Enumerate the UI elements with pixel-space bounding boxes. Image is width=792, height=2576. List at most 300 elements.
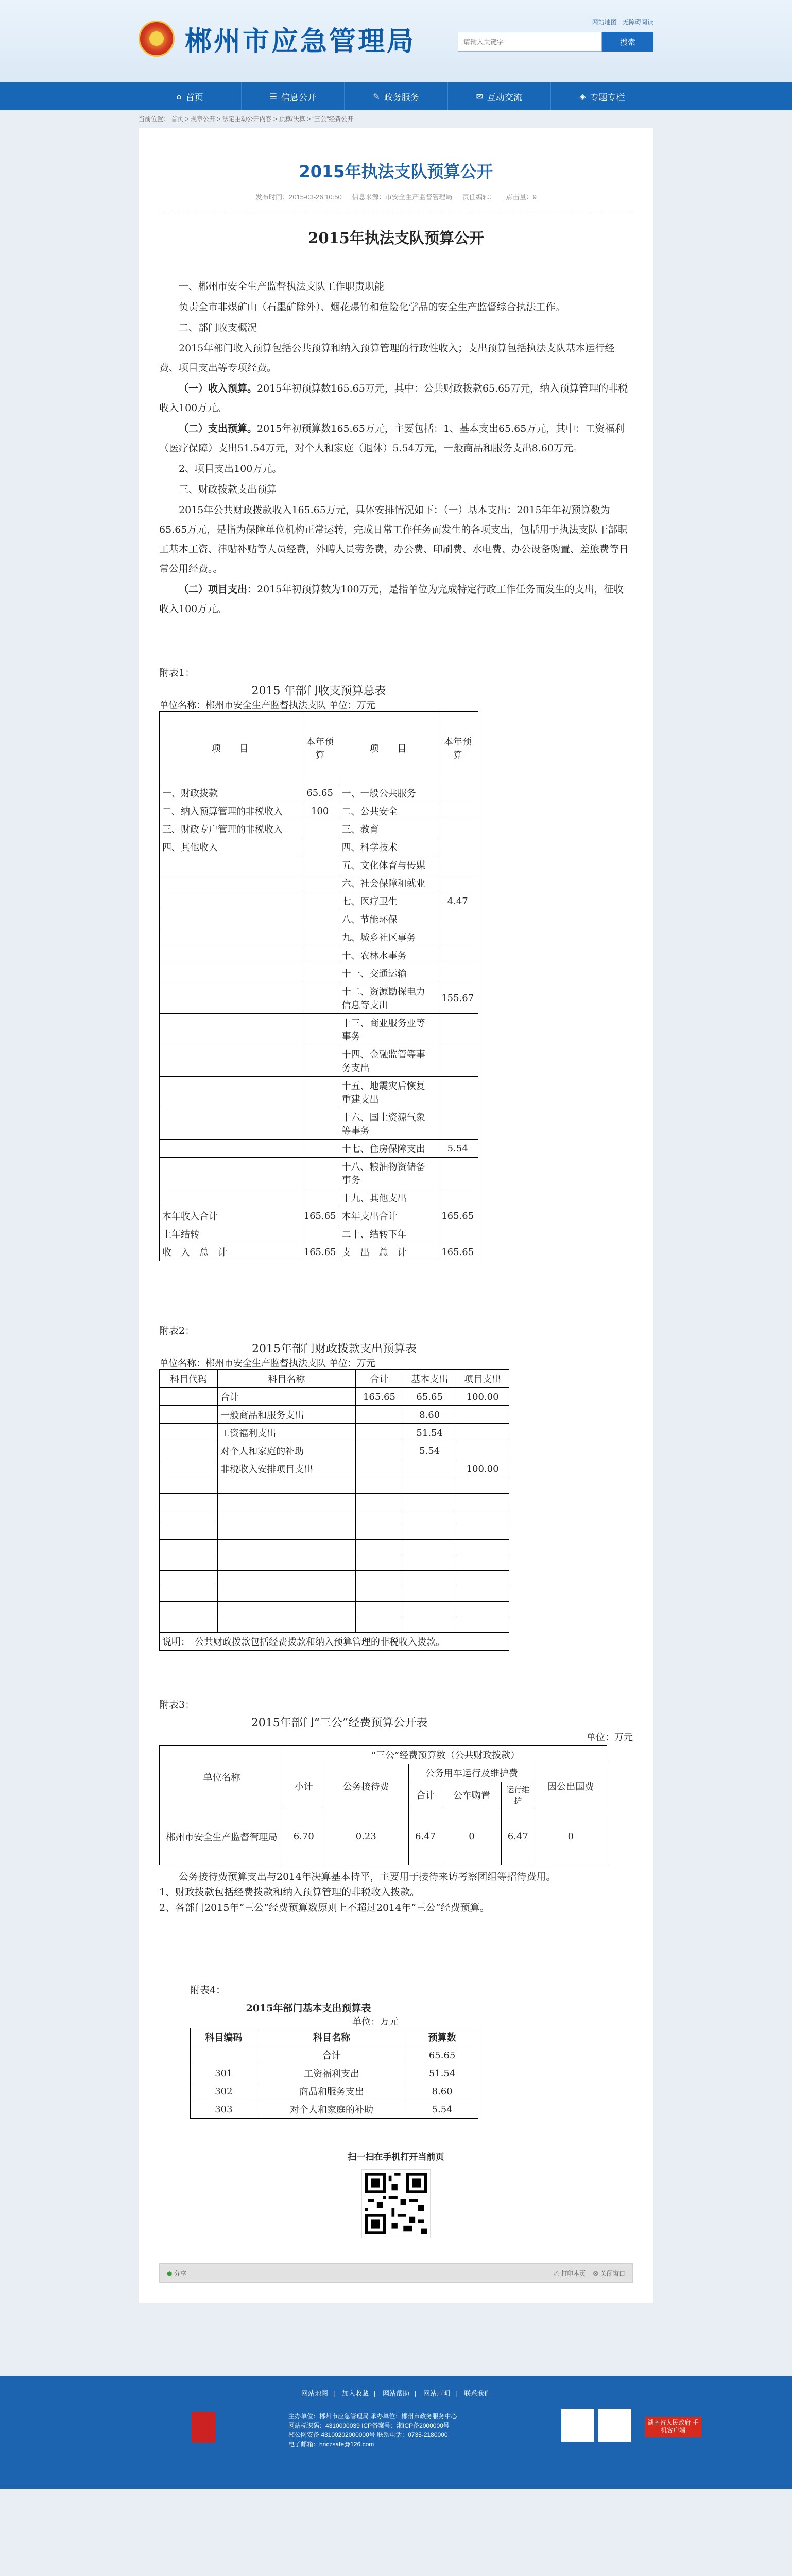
table-row (160, 1478, 509, 1494)
site-header (0, 0, 792, 82)
table-cell (355, 1571, 403, 1586)
article-body (159, 277, 633, 619)
table-row (160, 946, 478, 964)
table-cell (301, 1014, 339, 1045)
footer-links: 网站地图 | 加入收藏 | 网站帮助 | 网站声明 | 联系我们 (301, 2389, 491, 2397)
paragraph: 负责全市非煤矿山（石墨矿除外）、烟花爆竹和危险化学品的安全生产监督综合执法工作。 (179, 301, 565, 313)
paragraph: 二、部门收支概况 (179, 322, 257, 333)
table-cell: 十一、交通运输 (339, 964, 437, 982)
paragraph: 一、郴州市安全生产监督执法支队工作职责职能 (179, 281, 385, 292)
table-row (160, 820, 478, 838)
table-cell (160, 1189, 301, 1207)
site-title: 郴州市应急管理局 (185, 26, 416, 57)
table-row (191, 2046, 478, 2064)
table-cell: 一般商品和服务支出 (218, 1406, 355, 1424)
table-cell: 工资福利支出 (257, 2064, 406, 2082)
table-cell (301, 1225, 339, 1243)
table-cell (355, 1406, 403, 1424)
table-cell (160, 856, 301, 874)
table-cell (437, 784, 478, 802)
table-cell (301, 892, 339, 910)
table-body (160, 1388, 509, 1633)
table-cell (160, 1617, 218, 1633)
table-row (160, 1617, 509, 1633)
table-cell (437, 928, 478, 946)
table-cell (218, 1478, 355, 1494)
table-cell (160, 1509, 218, 1524)
attachment-2 (159, 1323, 633, 1651)
topic-icon: ◈ (579, 91, 586, 101)
wechat-qr-code (561, 2409, 594, 2442)
attachment-label: 附表2： (159, 1325, 195, 1336)
table-cell (355, 1602, 403, 1617)
table-title: 2015 年部门收支预算总表 (251, 685, 386, 698)
table-cell (437, 1045, 478, 1077)
table-cell: 非税收入安排项目支出 (218, 1460, 355, 1478)
table-cell: 4.47 (437, 892, 478, 910)
table-cell (301, 1158, 339, 1189)
close-window-button[interactable]: ⊗ 关闭窗口 (592, 2269, 625, 2277)
footer-qr-codes (561, 2409, 631, 2442)
table-cell (456, 1494, 509, 1509)
table-cell (437, 802, 478, 820)
table-header: 运行维护 (501, 1782, 535, 1808)
qr-code (362, 2170, 430, 2238)
table-cell (160, 1540, 218, 1555)
table-cell (301, 1108, 339, 1140)
table-header: 科目代码 (160, 1370, 218, 1388)
table-unit: 单位名称：郴州市安全生产监督执法支队 单位：万元 (159, 700, 375, 711)
table-note: 说明： 公共财政拨款包括经费拨款和纳入预算管理的非税收入拨款。 (160, 1633, 509, 1651)
qr-code-image (365, 2173, 427, 2234)
table-row (160, 1540, 509, 1555)
table-cell (301, 820, 339, 838)
table-cell (403, 1617, 456, 1633)
table-header: 单位名称 (160, 1746, 284, 1808)
nav-label: 互动交流 (487, 92, 522, 103)
table-row (191, 2082, 478, 2100)
footer-link[interactable]: 网站地图 (301, 2389, 328, 2397)
table-cell (160, 946, 301, 964)
table-cell (160, 874, 301, 892)
table-cell (355, 1555, 403, 1571)
table-header: 项 目 (339, 712, 437, 784)
table-cell (437, 1225, 478, 1243)
article-meta (159, 192, 633, 211)
table-cell: 65.65 (301, 784, 339, 802)
table-header: 预算数 (406, 2028, 478, 2046)
table-cell: 8.60 (406, 2082, 478, 2100)
table-cell (160, 1388, 218, 1406)
table-row (160, 784, 478, 802)
table-cell (160, 1406, 218, 1424)
table-cell (191, 2046, 257, 2064)
table-body (191, 2046, 478, 2119)
table-cell: 165.65 (301, 1207, 339, 1225)
footer-link[interactable]: 联系我们 (464, 2389, 491, 2397)
table-cell (160, 1586, 218, 1602)
table-cell (403, 1478, 456, 1494)
table-cell: 三、教育 (339, 820, 437, 838)
table-cell (403, 1571, 456, 1586)
nav-item-interact[interactable] (448, 82, 551, 110)
nav-item-topic[interactable] (551, 82, 653, 110)
table-cell: 十九、其他支出 (339, 1189, 437, 1207)
table-row (160, 802, 478, 820)
table-row (160, 838, 478, 856)
table-header: 项 目 (160, 712, 301, 784)
table-cell: 65.65 (403, 1388, 456, 1406)
table-cell: 七、医疗卫生 (339, 892, 437, 910)
table-cell (437, 964, 478, 982)
table-header: “三公”经费预算数（公共财政拨款） (284, 1746, 607, 1764)
table-cell (437, 856, 478, 874)
table-cell (403, 1509, 456, 1524)
table-cell: 302 (191, 2082, 257, 2100)
table-cell: 165.65 (437, 1243, 478, 1261)
table-cell (456, 1540, 509, 1555)
top-link-accessibility[interactable]: 无障碍阅读 (622, 19, 653, 26)
table-cell (160, 964, 301, 982)
table-cell (160, 1140, 301, 1158)
table-cell: 十七、住房保障支出 (339, 1140, 437, 1158)
table-cell: 155.67 (437, 982, 478, 1014)
table-header: 合计 (409, 1782, 442, 1808)
table-cell: 0.23 (323, 1808, 409, 1865)
table-cell: 对个人和家庭的补助 (218, 1442, 355, 1460)
home-icon: ⌂ (176, 91, 182, 101)
table-cell: 6.47 (409, 1808, 442, 1865)
table-cell: 四、科学技术 (339, 838, 437, 856)
table-row (160, 1158, 478, 1189)
table-cell: 十五、地震灾后恢复重建支出 (339, 1077, 437, 1108)
table-row (160, 874, 478, 892)
table-header: 本年预算 (437, 712, 478, 784)
table-row (160, 1555, 509, 1571)
table-header: 合计 (355, 1370, 403, 1388)
attachment-4 (190, 1982, 633, 2119)
table-row (160, 964, 478, 982)
table-header: 因公出国费 (535, 1764, 607, 1808)
table-cell: 0 (442, 1808, 502, 1865)
table-cell: 二、纳入预算管理的非税收入 (160, 802, 301, 820)
table-cell (437, 1108, 478, 1140)
table-body (160, 784, 478, 1261)
table-cell: 5.54 (403, 1442, 456, 1460)
table-cell (160, 1555, 218, 1571)
table-title: 2015年部门“三公”经费预算公开表 (251, 1717, 428, 1730)
table-cell: 十、农林水事务 (339, 946, 437, 964)
table-cell: 九、城乡社区事务 (339, 928, 437, 946)
table-row (160, 1045, 478, 1077)
table-cell: 6.70 (284, 1808, 323, 1865)
table-cell: 支 出 总 计 (339, 1243, 437, 1261)
table-cell (355, 1460, 403, 1478)
table-row (160, 928, 478, 946)
table-row (160, 1442, 509, 1460)
table-cell (160, 1524, 218, 1540)
table-cell: 十六、国土资源气象等事务 (339, 1108, 437, 1140)
table-row (160, 1014, 478, 1045)
table-note: 2、各部门2015年“三公”经费预算数原则上不超过2014年“三公”经费预算。 (159, 1902, 490, 1913)
nav-label: 专题专栏 (590, 92, 625, 103)
table-cell (403, 1555, 456, 1571)
attachment-label: 附表3： (159, 1699, 195, 1710)
table-row (160, 1108, 478, 1140)
meta-views: 点击量：9 (506, 193, 537, 201)
table-row (160, 1602, 509, 1617)
attachment-1 (159, 665, 633, 1261)
nav-label: 政务服务 (384, 92, 419, 103)
three-public-expense-table (159, 1745, 607, 1865)
table-cell (355, 1617, 403, 1633)
close-icon: ⊗ (592, 2269, 599, 2277)
table-cell: 本年收入合计 (160, 1207, 301, 1225)
table-cell: 合计 (218, 1388, 355, 1406)
table-cell (301, 982, 339, 1014)
table-cell (437, 946, 478, 964)
main-nav (0, 82, 792, 110)
table-cell: 100 (301, 802, 339, 820)
table-cell: 一、一般公共服务 (339, 784, 437, 802)
table-cell: 郴州市安全生产监督管理局 (160, 1808, 284, 1865)
table-row (160, 910, 478, 928)
national-emblem-logo (139, 21, 175, 57)
table-row (160, 1494, 509, 1509)
table-cell: 十八、粮油物资储备事务 (339, 1158, 437, 1189)
table-cell (160, 1571, 218, 1586)
footer-link[interactable]: 网站声明 (423, 2389, 451, 2397)
table-cell (301, 964, 339, 982)
table-cell (437, 820, 478, 838)
paragraph: 2015年部门收入预算包括公共预算和纳入预算管理的行政性收入；支出预算包括执法支队基本运行经费、项目支出等专项经费。 (159, 343, 615, 374)
doc-heading: 2015年执法支队预算公开 (308, 229, 484, 247)
table-cell: 5.54 (406, 2100, 478, 2119)
nav-item-home[interactable] (139, 82, 242, 110)
table-cell: 8.60 (403, 1406, 456, 1424)
chat-icon: ✉ (476, 91, 483, 101)
table-header: 科目名称 (257, 2028, 406, 2046)
paragraph: （二）项目支出：2015年初预算数为100万元，是指单位为完成特定行政工作任务而发生的支出，征收收入100万元。 (159, 584, 624, 615)
table-cell: 六、社会保障和就业 (339, 874, 437, 892)
table-cell (456, 1424, 509, 1442)
table-cell (456, 1586, 509, 1602)
table-title: 2015年部门财政拨款支出预算表 (252, 1343, 417, 1355)
share-icon: ⬢ (167, 2269, 173, 2277)
top-links (588, 18, 653, 26)
footer-link[interactable]: 加入收藏 (341, 2389, 369, 2397)
table-header: 公务接待费 (323, 1764, 409, 1808)
table-cell: 十四、金融监管等事务支出 (339, 1045, 437, 1077)
nav-item-service[interactable] (345, 82, 447, 110)
table-cell (355, 1509, 403, 1524)
table-row (160, 1524, 509, 1540)
table-cell: 165.65 (355, 1388, 403, 1406)
footer-info: 主办单位：郴州市应急管理局 承办单位：郴州市政务服务中心 网站标识码：4310000039 ICP备案号：湘ICP备2000000号 湘公网安备 43100202000000号 联系电话：0735-2180000 电子邮箱：hnczsafe@126.com (288, 2413, 457, 2448)
table-cell: 三、财政专户管理的非税收入 (160, 820, 301, 838)
table-row (160, 856, 478, 874)
site-footer (0, 2376, 792, 2489)
table-cell (218, 1540, 355, 1555)
table-cell (355, 1540, 403, 1555)
table-cell (403, 1524, 456, 1540)
table-header: 基本支出 (403, 1370, 456, 1388)
table-cell: 工资福利支出 (218, 1424, 355, 1442)
table-header: 项目支出 (456, 1370, 509, 1388)
paragraph: （二）支出预算。2015年初预算数165.65万元，主要包括：1、基本支出65.65万元，其中：工资福利（医疗保障）支出51.54万元，对个人和家庭（退休）5.54万元，一般商品和服务支出8.60万元。 (159, 423, 625, 454)
nav-item-info[interactable] (242, 82, 345, 110)
table-cell (160, 910, 301, 928)
table-header: 科目名称 (218, 1370, 355, 1388)
table-cell (301, 946, 339, 964)
table-cell: 100.00 (456, 1388, 509, 1406)
article-title: 2015年执法支队预算公开 (299, 162, 493, 181)
table-row (160, 1460, 509, 1478)
table-row (160, 1140, 478, 1158)
meta-date: 发布时间：2015-03-26 10:50 (255, 193, 342, 201)
table-cell: 301 (191, 2064, 257, 2082)
nav-label: 信息公开 (281, 92, 316, 103)
table-row (160, 1424, 509, 1442)
table-cell (301, 910, 339, 928)
table-cell (437, 1077, 478, 1108)
table-row (160, 1207, 478, 1225)
table-header: 小计 (284, 1764, 323, 1808)
search-input[interactable] (458, 32, 602, 52)
table-row (160, 1571, 509, 1586)
table-cell: 收 入 总 计 (160, 1243, 301, 1261)
table-cell: 二、公共安全 (339, 802, 437, 820)
table-cell (456, 1571, 509, 1586)
table-cell (301, 838, 339, 856)
info-icon: ☰ (269, 91, 277, 101)
print-icon: ⎙ (554, 2269, 559, 2277)
table-cell: 十三、商业服务业等事务 (339, 1014, 437, 1045)
paragraph: 2015年公共财政拨款收入165.65万元，具体安排情况如下：（一）基本支出：2015年年初预算数为65.65万元，是指为保障单位机构正常运转，完成日常工作任务而发生的各项支出，包括用于执法支队干部职工基本工资、津贴补贴等人员经费，外聘人员劳务费，办公费、印刷费、水电费、办公设备购置、差旅费等日常公用经费。。 (159, 504, 629, 574)
table-cell (160, 892, 301, 910)
search-button[interactable]: 搜索 (602, 32, 653, 52)
table-cell (355, 1524, 403, 1540)
table-cell (218, 1586, 355, 1602)
breadcrumb: 当前位置： 首页 > 规章公开 > 法定主动公开内容 > 预算/决算 > “三公”经费公开 (139, 115, 354, 123)
table-row (160, 1586, 509, 1602)
table-cell: 303 (191, 2100, 257, 2119)
attachment-label: 附表1： (159, 667, 195, 679)
table-cell: 上年结转 (160, 1225, 301, 1243)
top-link-sitemap[interactable]: 网站地图 (592, 19, 617, 26)
table-cell (437, 910, 478, 928)
meta-editor: 责任编辑： (462, 193, 496, 201)
table-header: 公车购置 (442, 1782, 502, 1808)
table-cell (437, 838, 478, 856)
table-cell (218, 1571, 355, 1586)
table-cell (160, 1158, 301, 1189)
table-cell: 二十、结转下年 (339, 1225, 437, 1243)
table-cell (403, 1602, 456, 1617)
weibo-qr-code (598, 2409, 631, 2442)
table-row (160, 892, 478, 910)
paragraph: 三、财政拨款支出预算 (179, 484, 277, 495)
table-cell (355, 1586, 403, 1602)
gov-app-badge[interactable]: 湖南省人民政府 手机客户端 (645, 2417, 701, 2437)
meta-source: 信息来源：市安全生产监督管理局 (352, 193, 453, 201)
search-box (458, 32, 653, 52)
table-cell (355, 1494, 403, 1509)
table-cell (160, 1602, 218, 1617)
table-cell: 65.65 (406, 2046, 478, 2064)
table-cell (301, 1140, 339, 1158)
attachment-3 (159, 1697, 633, 1916)
table-cell (160, 1424, 218, 1442)
table-cell (160, 1442, 218, 1460)
table-unit: 单位：万元 (352, 2016, 399, 2027)
table-cell (301, 856, 339, 874)
table-row (160, 1225, 478, 1243)
table-cell (218, 1509, 355, 1524)
table-cell (218, 1555, 355, 1571)
table-cell: 6.47 (501, 1808, 535, 1865)
table-cell: 四、其他收入 (160, 838, 301, 856)
table-cell: 100.00 (456, 1460, 509, 1478)
table-cell (437, 1014, 478, 1045)
budget-summary-table (159, 711, 478, 1261)
table-cell (160, 1460, 218, 1478)
table-cell (301, 874, 339, 892)
table-cell (437, 1158, 478, 1189)
table-cell (456, 1509, 509, 1524)
table-row (160, 982, 478, 1014)
table-cell (160, 1108, 301, 1140)
table-title: 2015年部门基本支出预算表 (246, 2003, 371, 2014)
party-badge-icon[interactable] (192, 2412, 215, 2443)
table-cell: 165.65 (437, 1207, 478, 1225)
table-row (191, 2100, 478, 2119)
table-cell (301, 928, 339, 946)
table-cell (301, 1045, 339, 1077)
table-cell (160, 1014, 301, 1045)
table-header: 公务用车运行及维护费 (409, 1764, 535, 1782)
footer-link[interactable]: 网站帮助 (382, 2389, 409, 2397)
table-cell (403, 1586, 456, 1602)
table-cell (355, 1424, 403, 1442)
table-row (160, 1388, 509, 1406)
table-cell (218, 1617, 355, 1633)
table-cell: 对个人和家庭的补助 (257, 2100, 406, 2119)
table-row (160, 1243, 478, 1261)
table-cell (218, 1602, 355, 1617)
table-cell (355, 1478, 403, 1494)
table-unit: 单位：万元 (587, 1732, 633, 1743)
table-cell (456, 1617, 509, 1633)
table-cell (456, 1478, 509, 1494)
table-header: 科目编码 (191, 2028, 257, 2046)
table-cell (160, 1077, 301, 1108)
print-button[interactable]: ⎙ 打印本页 (554, 2269, 586, 2277)
table-cell: 合计 (257, 2046, 406, 2064)
table-row (160, 1406, 509, 1424)
table-cell (218, 1524, 355, 1540)
qr-title: 扫一扫在手机打开当前页 (348, 2152, 444, 2162)
table-cell (456, 1442, 509, 1460)
table-cell: 本年支出合计 (339, 1207, 437, 1225)
paragraph: 2、项目支出100万元。 (179, 463, 282, 474)
paragraph: （一）收入预算。2015年初预算数165.65万元，其中：公共财政拨款65.65万元，纳入预算管理的非税收入100万元。 (159, 383, 628, 414)
table-cell (403, 1460, 456, 1478)
table-cell: 八、节能环保 (339, 910, 437, 928)
share-button[interactable]: ⬢ 分享 (167, 2269, 186, 2277)
table-cell (160, 1478, 218, 1494)
table-cell (456, 1602, 509, 1617)
